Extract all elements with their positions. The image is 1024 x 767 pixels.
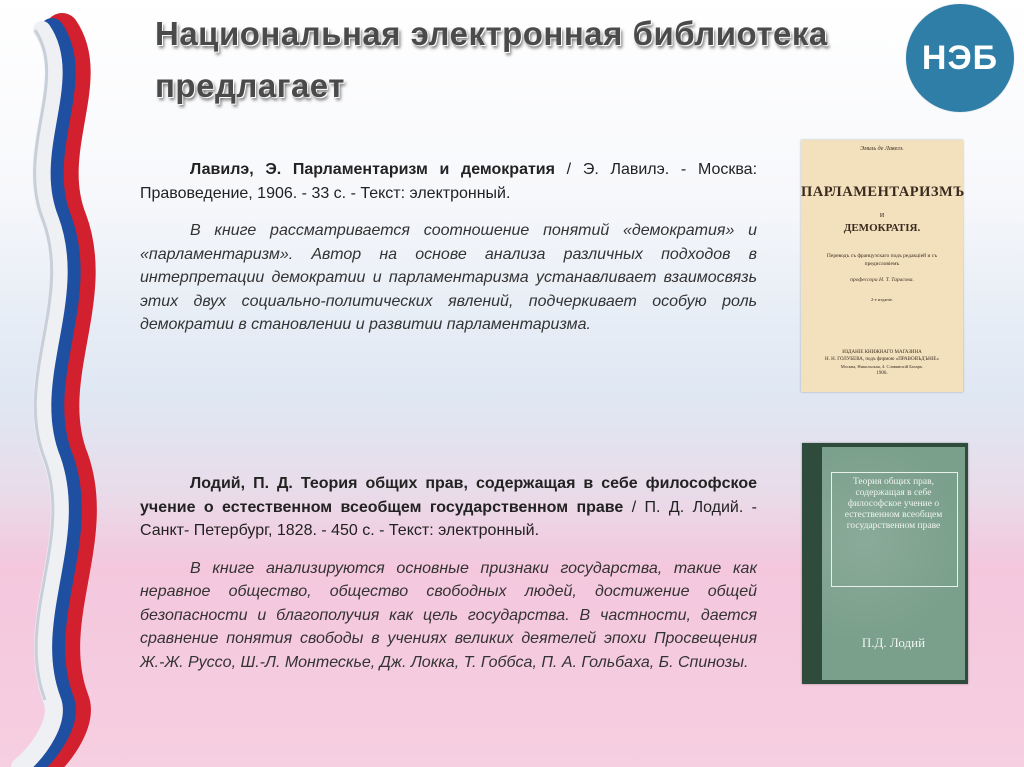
cover-author: П.Д. Лодий	[861, 635, 926, 650]
cover-title-and: и	[879, 210, 885, 219]
neb-logo-text: НЭБ	[921, 38, 999, 77]
neb-logo	[906, 4, 1014, 112]
cover-publisher-3: Москва, Никольская, 4. Славянскій Базаръ.	[840, 364, 924, 369]
book-title: Лодий, П. Д. Теория общих прав, содержащая в себе философское учение о естественном всеобщем государственном праве	[140, 475, 757, 516]
book-cover-1	[801, 140, 963, 392]
cover-panel	[822, 447, 965, 680]
cover-edition: 2-е изданіе.	[870, 297, 894, 302]
cover-title-line2: ДЕМОКРАТІЯ.	[843, 222, 921, 234]
cover-title: Теория общих прав, содержащая в себе философское учение о естественном всеобщем государственном праве	[844, 477, 943, 531]
book-description: В книге рассматривается соотношение понятий «демократия» и «парламентаризм». Автор на основе анализа различных подходов в интерпретации демократии и парламентаризма устанавливает взаимосвязь этих двух социально-политических явлений, подчеркивает особую роль демократии в становлении и развитии парламентаризма.	[140, 222, 757, 333]
cover-publisher-1: ИЗДАНІЕ КНИЖНАГО МАГАЗИНА	[842, 350, 922, 355]
book-cover-2	[802, 443, 968, 684]
cover-title-line1: ПАРЛАМЕНТАРИЗМЪ	[801, 184, 965, 200]
cover-year: 1906.	[876, 371, 888, 376]
book-reference	[140, 158, 757, 205]
cover-author: Эмиль де Лавелэ.	[860, 146, 904, 152]
cover-editor: профессора Н. Т. Тарасова.	[850, 277, 914, 283]
book-imprint: / Э. Лавилэ. - Москва: Правоведение, 1906. - 33 с. - Текст: электронный.	[140, 161, 758, 202]
cover-publisher-2: Н. Н. ГОЛУБЕВА, подъ фирмою «ПРАВОВЪДЪНІЕ»	[825, 357, 939, 362]
book-entry-2	[140, 472, 757, 674]
book-description: В книге анализируются основные признаки государства, такие как неравное общество, общество свободных людей, достижение общей безопасности и благополучия как цель государства. В частности, дается сравнение понятия свободы в учениях великих деятелей эпохи Просвещения Ж.-Ж. Руссо, Ш.-Л. Монтескье, Дж. Локка, Т. Гоббса, П. А. Гольбаха, Б. Спинозы.	[140, 559, 757, 671]
book-imprint: / П. Д. Лодий. - Санкт- Петербург, 1828. - 450 с. - Текст: электронный.	[140, 498, 758, 539]
cover-translation: Переводъ съ французскаго подъ редакціей и съ предисловіемъ	[826, 253, 938, 267]
book-entry-1	[140, 158, 757, 337]
page-title: Национальная электронная библиотека предлагает	[155, 15, 828, 104]
book-title: Лавилэ, Э. Парламентаризм и демократия	[190, 161, 555, 178]
book-reference	[140, 472, 757, 543]
tricolor-ribbon-decoration	[0, 0, 140, 767]
